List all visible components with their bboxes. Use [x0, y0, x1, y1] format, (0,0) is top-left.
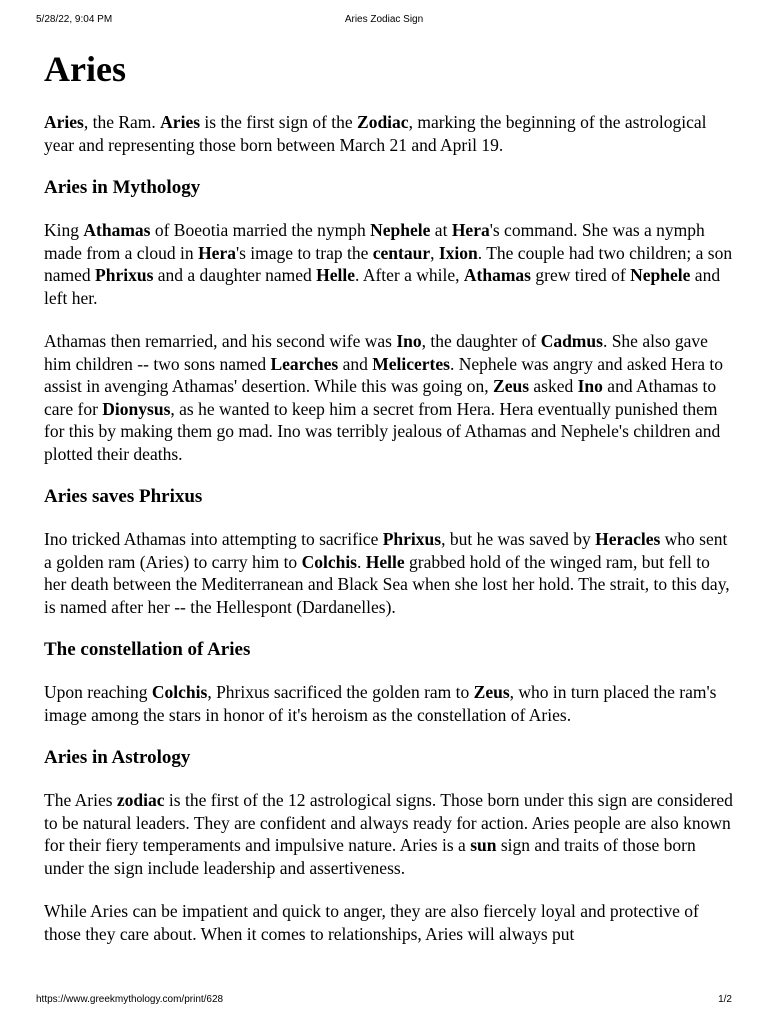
- print-header: [36, 14, 732, 26]
- mythology-paragraph-1: [44, 219, 734, 309]
- text-run: grew tired of: [531, 265, 631, 285]
- bold-term: sun: [470, 835, 497, 855]
- text-run: and Athamas to care for: [44, 376, 717, 419]
- saves-paragraph: [44, 528, 734, 618]
- bold-term: centaur: [372, 242, 431, 263]
- mythology-paragraph-2: [44, 330, 734, 465]
- article-title: Aries: [44, 49, 126, 89]
- text-run: , marking the beginning of the astrological year and representing those born between March 21 and April 19.: [44, 112, 707, 155]
- constellation-paragraph: [44, 681, 734, 726]
- bold-term: Ixion: [438, 242, 478, 263]
- bold-term: Cadmus: [540, 331, 603, 351]
- text-run: 's command. She was a nymph made from a cloud in: [44, 220, 705, 263]
- bold-term: Phrixus: [95, 265, 154, 285]
- text-run: , but he was saved by: [441, 529, 596, 549]
- bold-term: Hera: [198, 242, 236, 263]
- text-run: . After a while,: [355, 265, 464, 285]
- astrology-paragraph-2: [44, 900, 734, 945]
- print-footer: [36, 994, 732, 1006]
- text-run: , as he wanted to keep him a secret from Hera. Hera eventually punished them for this by making them go mad. Ino was terribly jealous of Athamas and Nephele's children and plotted their deaths.: [44, 398, 721, 464]
- bold-term: Zeus: [493, 376, 530, 396]
- print-page-title: Aries Zodiac Sign: [344, 14, 424, 25]
- text-run: .: [357, 551, 366, 572]
- text-run: asked: [529, 376, 578, 396]
- bold-term: Phrixus: [382, 529, 442, 549]
- text-run: and left her.: [44, 265, 721, 308]
- text-run: and a daughter named: [153, 265, 317, 285]
- bold-term: Ino: [577, 376, 603, 396]
- text-run: , Phrixus sacrificed the golden ram to: [207, 682, 474, 702]
- text-run: . The couple had two children; a son named: [44, 242, 733, 285]
- bold-term: Heracles: [595, 529, 661, 549]
- text-run: Ino tricked Athamas into attempting to sacrifice: [44, 529, 383, 549]
- text-run: of Boeotia married the nymph: [150, 220, 371, 240]
- bold-term: Hera: [451, 220, 490, 240]
- text-run: The Aries: [44, 790, 117, 810]
- bold-term: Zeus: [473, 682, 510, 702]
- astrology-paragraph-1: [44, 789, 734, 879]
- text-run: at: [430, 220, 452, 240]
- bold-term: Colchis: [301, 551, 357, 572]
- bold-term: Nephele: [630, 265, 691, 285]
- text-run: King: [44, 220, 84, 240]
- print-url: https://www.greekmythology.com/print/628: [36, 994, 224, 1005]
- bold-term: Learches: [270, 353, 339, 374]
- text-run: grabbed hold of the winged ram, but fell to her death between the Mediterranean and Black Sea when she lost her hold. The strait, to this day, is named after her -- the Hellespont (Dardanelles).: [44, 551, 730, 617]
- text-run: who sent a golden ram (Aries) to carry him to: [44, 529, 728, 572]
- text-run: , who in turn placed the ram's image among the stars in honor of it's heroism as the constellation of Aries.: [44, 682, 717, 725]
- heading-saves-phrixus: Aries saves Phrixus: [44, 486, 203, 507]
- text-run: While Aries can be impatient and quick to anger, they are also fiercely loyal and protective of those they care about. When it comes to relationships, Aries will always put: [44, 901, 699, 944]
- bold-term: Ino: [396, 331, 422, 351]
- text-run: , the Ram.: [83, 112, 161, 132]
- text-run: , the daughter of: [421, 331, 541, 351]
- bold-term: Aries: [160, 112, 201, 132]
- heading-constellation: The constellation of Aries: [44, 639, 251, 660]
- bold-term: Athamas: [463, 265, 531, 285]
- bold-term: Aries: [44, 112, 84, 132]
- bold-term: Dionysus: [102, 398, 171, 419]
- text-run: sign and traits of those born under the sign include leadership and assertiveness.: [44, 835, 696, 878]
- intro-paragraph: [44, 111, 734, 156]
- heading-mythology: Aries in Mythology: [44, 177, 201, 198]
- print-datetime: 5/28/22, 9:04 PM: [36, 14, 113, 25]
- text-run: . Nephele was angry and asked Hera to assist in avenging Athamas' desertion. While this was going on,: [44, 353, 724, 396]
- article: [44, 44, 734, 945]
- text-run: 's image to trap the: [235, 242, 373, 263]
- text-run: . She also gave him children -- two sons named: [44, 331, 708, 374]
- bold-term: Melicertes: [372, 353, 450, 374]
- text-run: is the first of the 12 astrological signs. Those born under this sign are considered to be natural leaders. They are confident and always ready for action. Aries people are also known for their fiery temperaments and impulsive nature. Aries is a: [44, 790, 733, 855]
- bold-term: Colchis: [151, 682, 208, 702]
- bold-term: Helle: [316, 265, 356, 285]
- text-run: is the first sign of the: [200, 112, 358, 132]
- bold-term: Nephele: [370, 220, 431, 240]
- bold-term: zodiac: [116, 790, 165, 810]
- text-run: Athamas then remarried, and his second wife was: [44, 331, 397, 351]
- bold-term: Athamas: [83, 220, 151, 240]
- print-page-number: 1/2: [718, 994, 732, 1005]
- text-run: Upon reaching: [44, 682, 152, 702]
- heading-astrology: Aries in Astrology: [44, 747, 191, 768]
- bold-term: Helle: [365, 551, 405, 572]
- bold-term: Zodiac: [357, 112, 409, 132]
- text-run: ,: [430, 242, 439, 263]
- text-run: and: [338, 353, 373, 374]
